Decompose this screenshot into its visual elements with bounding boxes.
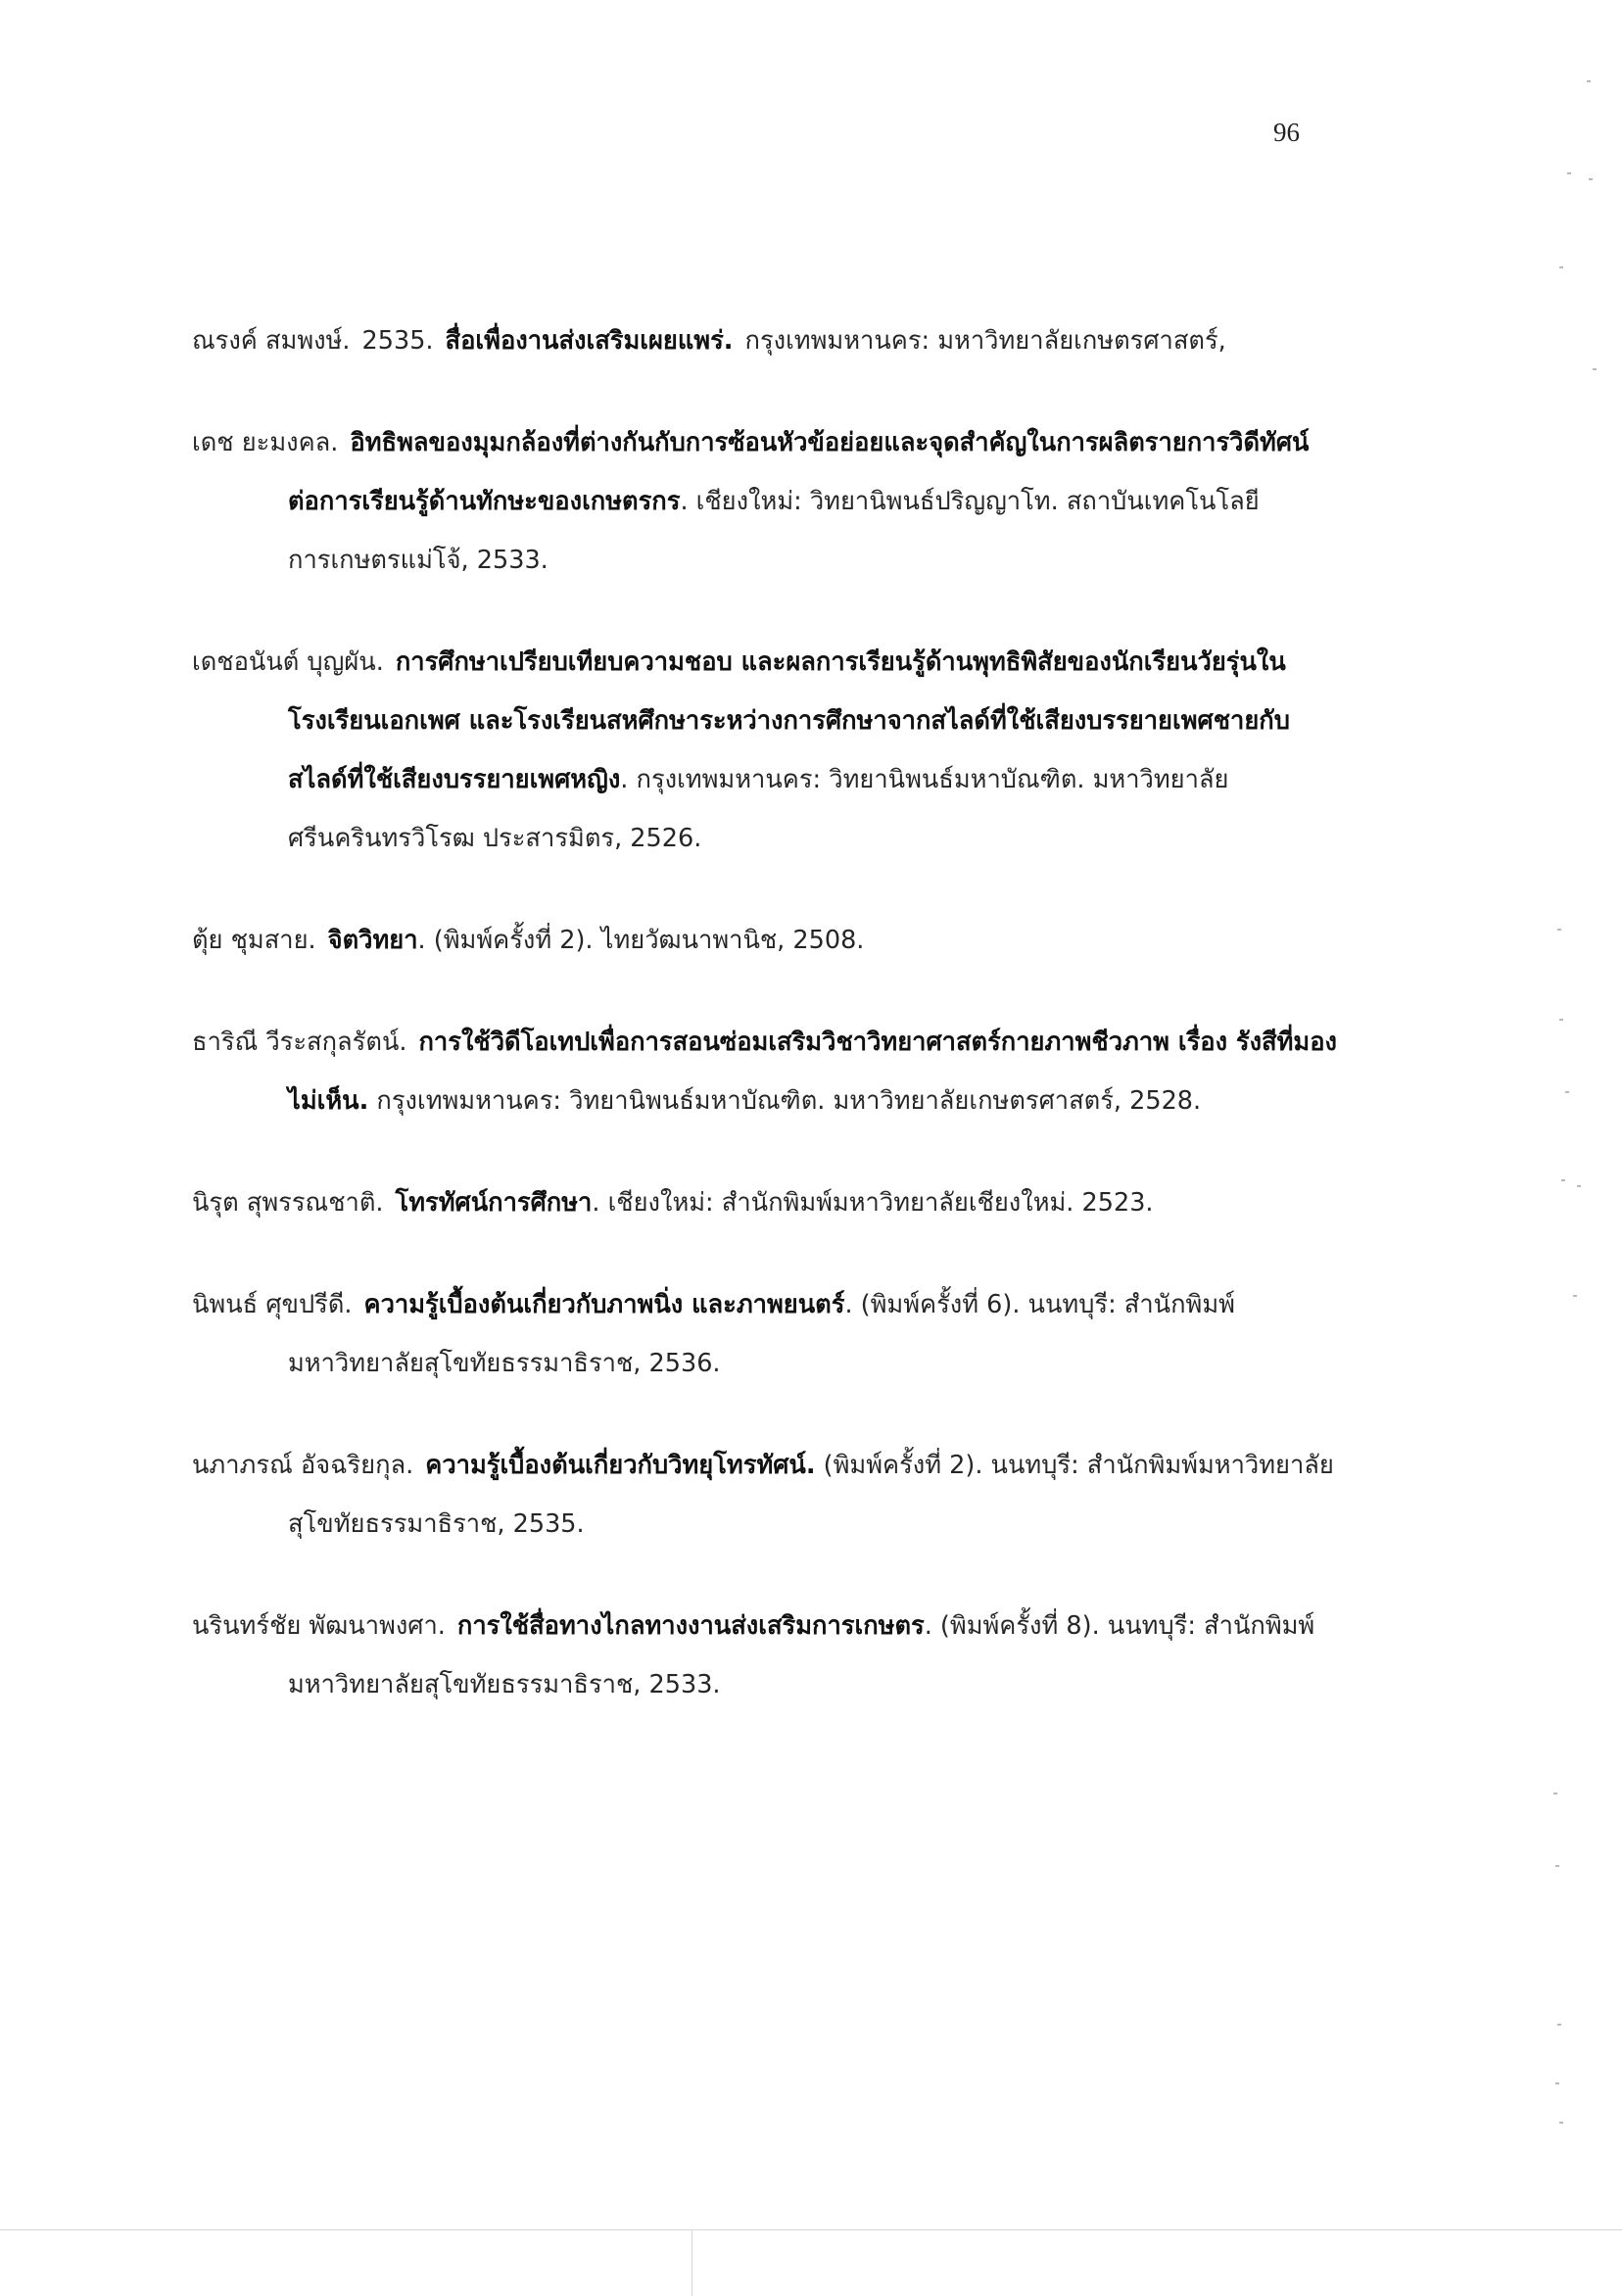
reference-author: นภาภรณ์ อัจฉริยกุล. [192,1451,414,1480]
reference-author: นิรุต สุพรรณชาติ. [192,1188,384,1218]
reference-author: เดช ยะมงคล. [192,428,339,457]
reference-author: เดชอนันต์ บุญผัน. [192,647,384,677]
reference-title: การใช้วิดีโอเทปเพื่อการสอนซ่อมเสริมวิชาวิทยาศาสตร์กายภาพชีวภาพ เรื่อง รังสีที่มองไม่เห็น. [288,1028,1338,1116]
reference-title: โทรทัศน์การศึกษา [395,1188,593,1218]
reference-publication: . เชียงใหม่: วิทยานิพนธ์ปริญญาโท. สถาบันเทคโนโลยีการเกษตรแม่โจ้, 2533. [288,487,1260,575]
reference-publication: . กรุงเทพมหานคร: วิทยานิพนธ์มหาบัณฑิต. มหาวิทยาลัยศรีนครินทรวิโรฒ ประสารมิตร, 2526. [288,765,1229,853]
reference-title: อิทธิพลของมุมกล้องที่ต่างกันกับการซ้อนหัวข้อย่อยและจุดสำคัญในการผลิตรายการวิดีทัศน์ต่อการเรียนรู้ด้านทักษะของเกษตรกร [288,428,1310,516]
reference-publication: กรุงเทพมหานคร: วิทยานิพนธ์มหาบัณฑิต. มหาวิทยาลัยเกษตรศาสตร์, 2528. [368,1086,1202,1116]
page-number: 96 [1273,118,1300,147]
reference-title: ความรู้เบื้องต้นเกี่ยวกับวิทยุโทรทัศน์. [425,1451,816,1480]
reference-publication: . (พิมพ์ครั้งที่ 8). นนทบุรี: สำนักพิมพ์มหาวิทยาลัยสุโขทัยธรรมาธิราช, 2533. [288,1611,1315,1699]
reference-entry [192,311,1338,370]
reference-publication: . (พิมพ์ครั้งที่ 2). ไทยวัฒนาพานิช, 2508. [417,926,865,955]
reference-entry [192,1173,1338,1232]
reference-title: ความรู้เบื้องต้นเกี่ยวกับภาพนิ่ง และภาพยนตร์ [363,1290,845,1319]
reference-publication: กรุงเทพมหานคร: มหาวิทยาลัยเกษตรศาสตร์, [744,326,1226,356]
reference-entry [192,1597,1338,1714]
reference-author: ตุ้ย ชุมสาย. [192,926,316,955]
reference-author: นรินทร์ชัย พัฒนาพงศา. [192,1611,446,1641]
reference-entry [192,633,1338,868]
reference-publication: . (พิมพ์ครั้งที่ 6). นนทบุรี: สำนักพิมพ์มหาวิทยาลัยสุโขทัยธรรมาธิราช, 2536. [288,1290,1235,1378]
reference-title: การใช้สื่อทางไกลทางงานส่งเสริมการเกษตร [456,1611,925,1641]
reference-publication: . เชียงใหม่: สำนักพิมพ์มหาวิทยาลัยเชียงใหม่. 2523. [592,1188,1154,1218]
scan-edge-line [0,2229,1622,2230]
reference-entry [192,1436,1338,1554]
reference-list [192,311,1338,1714]
reference-author: นิพนธ์ ศุขปรีดี. [192,1290,353,1319]
reference-author: ธาริณี วีระสกุลรัตน์. [192,1028,407,1057]
reference-entry [192,1275,1338,1393]
reference-entry [192,413,1338,590]
reference-title: สื่อเพื่องานส่งเสริมเผยแพร่. [445,326,734,356]
reference-author: ณรงค์ สมพงษ์. [192,326,351,356]
reference-year: 2535. [361,326,434,356]
reference-title: จิตวิทยา [327,926,418,955]
reference-entry [192,911,1338,970]
reference-title: การศึกษาเปรียบเทียบความชอบ และผลการเรียนรู้ด้านพุทธิพิสัยของนักเรียนวัยรุ่นในโรงเรียนเอกเพศ และโรงเรียนสหศึกษาระหว่างการศึกษาจากสไลด์ที่ใช้เสียงบรรยายเพศชายกับสไลด์ที่ใช้เสียงบรรยายเพศหญิง [288,647,1290,794]
reference-publication: (พิมพ์ครั้งที่ 2). นนทบุรี: สำนักพิมพ์มหาวิทยาลัยสุโขทัยธรรมาธิราช, 2535. [288,1451,1334,1539]
reference-entry [192,1013,1338,1130]
